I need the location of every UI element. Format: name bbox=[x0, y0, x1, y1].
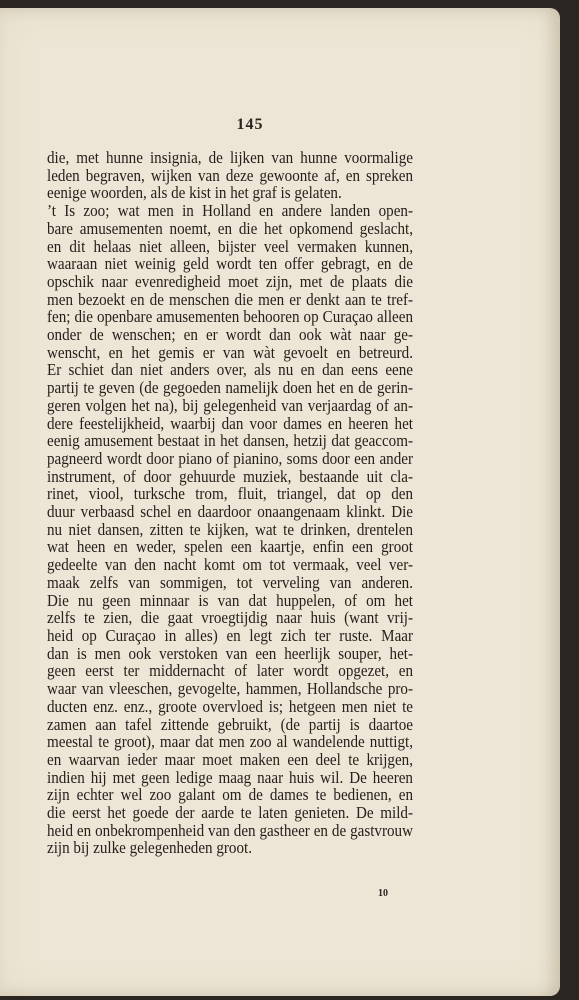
text-line: zamen aan tafel zittende gebruikt, (de partij is daartoe bbox=[47, 714, 413, 734]
text-line: eenig amusement bestaat in het dansen, hetzij dat geaccom- bbox=[47, 431, 413, 451]
body-text bbox=[47, 149, 413, 857]
text-line: nu niet dansen, zitten te kijken, wat te drinken, drentelen bbox=[47, 519, 413, 539]
text-line: eenige woorden, als de kist in het graf is gelaten. bbox=[47, 183, 342, 203]
text-line: die eerst het goede der aarde te laten genieten. De mild- bbox=[47, 803, 413, 823]
text-line: waar van vleeschen, gevogelte, hammen, Hollandsche pro- bbox=[47, 679, 413, 699]
text-line: zijn bij zulke gelegenheden groot. bbox=[47, 838, 253, 858]
text-line: heid op Curaçao in alles) en legt zich ter ruste. Maar bbox=[47, 625, 413, 645]
text-line: zijn echter wel zoo galant om de dames te bedienen, en bbox=[47, 785, 413, 805]
text-line: geren volgen het na), bij gelegenheid van verjaardag of an- bbox=[47, 395, 413, 415]
text-line: en waarvan ieder maar moet maken een deel te krijgen, bbox=[47, 749, 413, 769]
text-line: dan is men ook verstoken van een heerlijk souper, het- bbox=[47, 643, 413, 663]
text-line: duur verbaasd schel en daardoor onaangenaam klinkt. Die bbox=[47, 502, 413, 522]
book-page bbox=[0, 8, 560, 996]
text-line: geen eerst ter middernacht of later wordt opgezet, en bbox=[47, 661, 413, 681]
text-line: leden begraven, wijken van deze gewoonte af, en spreken bbox=[47, 165, 413, 185]
text-line: wat heen en weder, spelen een kaartje, enfin een groot bbox=[47, 537, 413, 557]
text-line: opschik naar evenredigheid moet zijn, met de plaats die bbox=[47, 271, 413, 291]
text-line: men bezoekt en de menschen die men er denkt aan te tref- bbox=[47, 289, 413, 309]
text-line: ducten enz. enz., groote overvloed is; hetgeen men niet te bbox=[47, 696, 413, 716]
page-number: 145 bbox=[236, 116, 264, 133]
text-line: ’t Is zoo; wat men in Holland en andere landen open- bbox=[47, 201, 413, 221]
text-line: en dit helaas niet alleen, bijster veel vermaken kunnen, bbox=[47, 236, 413, 256]
text-line: onder de wenschen; en er wordt dan ook wàt naar ge- bbox=[47, 325, 413, 345]
text-line: maak zelfs van sommigen, tot verveling van anderen. bbox=[47, 572, 413, 592]
text-line: dere feestelijkheid, waarbij dan voor dames en heeren het bbox=[47, 413, 413, 433]
text-line: waaraan niet weinig geld wordt ten offer gebragt, en de bbox=[47, 254, 413, 274]
text-line: fen; die openbare amusementen behooren op Curaçao alleen bbox=[47, 307, 413, 327]
text-line: instrument, of door gehuurde muziek, bestaande uit cla- bbox=[47, 466, 413, 486]
text-line: gedeelte van den nacht komt om tot vermaak, veel ver- bbox=[47, 555, 413, 575]
text-line: meestal te groot), maar dat men zoo al wandelende nuttigt, bbox=[47, 732, 413, 752]
text-line: indien hij met geen ledige maag naar huis wil. De heeren bbox=[47, 767, 413, 787]
text-line: Er schiet dan niet anders over, als nu en dan eens eene bbox=[47, 360, 413, 380]
text-line: wenscht, en het gemis er van wàt gevoelt en betreurd. bbox=[47, 342, 413, 362]
text-line: bare amusementen noemt, en die het opkomend geslacht, bbox=[47, 218, 413, 238]
text-line: pagneerd wordt door piano of pianino, soms door een ander bbox=[47, 448, 413, 468]
text-line: heid en onbekrompenheid van den gastheer en de gastvrouw bbox=[47, 820, 413, 840]
text-line: zelfs te zien, die gaat vroegtijdig naar huis (want vrij- bbox=[47, 608, 413, 628]
text-line: die, met hunne insignia, de lijken van hunne voormalige bbox=[47, 148, 413, 167]
text-line: partij te geven (de gegoeden namelijk doen het en de gerin- bbox=[47, 378, 413, 398]
text-line: Die nu geen minnaar is van dat huppelen, of om het bbox=[47, 590, 413, 610]
text-line: rinet, viool, turksche trom, fluit, triangel, dat op den bbox=[47, 484, 413, 504]
signature-mark: 10 bbox=[378, 888, 388, 899]
